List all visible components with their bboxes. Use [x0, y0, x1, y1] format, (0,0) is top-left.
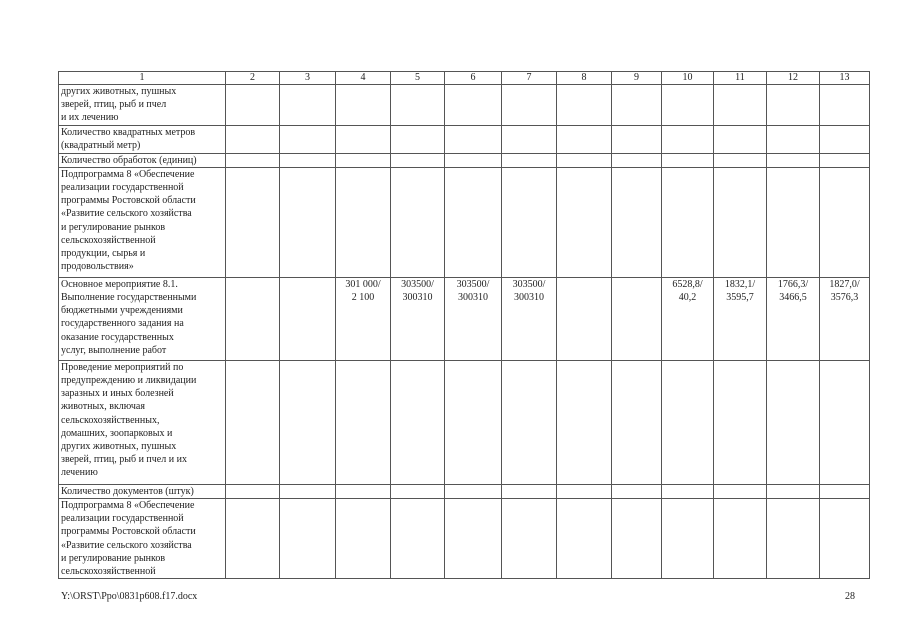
value-cell	[820, 125, 870, 153]
value-cell	[502, 85, 557, 126]
value-cell: 301 000/ 2 100	[336, 277, 391, 360]
value-cell	[612, 360, 662, 484]
value-cell	[662, 167, 714, 277]
table-row	[59, 85, 870, 126]
row-label-cell: Количество обработок (единиц)	[59, 153, 226, 167]
value-cell	[612, 125, 662, 153]
value-cell	[280, 85, 336, 126]
value-cell	[820, 360, 870, 484]
value-cell	[391, 167, 445, 277]
document-table	[58, 71, 870, 579]
value-cell	[226, 85, 280, 126]
value-cell	[502, 499, 557, 579]
column-header: 7	[502, 72, 557, 85]
value-cell	[502, 360, 557, 484]
value-cell: 1766,3/ 3466,5	[767, 277, 820, 360]
value-cell	[391, 360, 445, 484]
value-cell	[336, 360, 391, 484]
file-path: Y:\ORST\Ppo\0831p608.f17.docx	[61, 591, 198, 602]
value-cell	[714, 125, 767, 153]
value-cell	[445, 167, 502, 277]
column-header: 10	[662, 72, 714, 85]
value-cell	[445, 484, 502, 498]
column-header: 4	[336, 72, 391, 85]
value-cell	[557, 153, 612, 167]
column-header: 2	[226, 72, 280, 85]
value-cell	[336, 85, 391, 126]
value-cell	[226, 484, 280, 498]
value-cell	[226, 125, 280, 153]
value-cell	[662, 85, 714, 126]
value-cell	[336, 167, 391, 277]
value-cell	[557, 167, 612, 277]
value-cell	[445, 153, 502, 167]
value-cell	[714, 85, 767, 126]
value-cell	[336, 153, 391, 167]
value-cell	[280, 499, 336, 579]
column-header: 5	[391, 72, 445, 85]
value-cell: 1832,1/ 3595,7	[714, 277, 767, 360]
value-cell	[662, 153, 714, 167]
value-cell	[502, 153, 557, 167]
value-cell	[612, 277, 662, 360]
value-cell	[767, 85, 820, 126]
value-cell	[662, 484, 714, 498]
table-row	[59, 484, 870, 498]
value-cell	[280, 277, 336, 360]
value-cell	[767, 167, 820, 277]
value-cell	[336, 125, 391, 153]
value-cell	[280, 153, 336, 167]
column-header: 13	[820, 72, 870, 85]
value-cell	[557, 499, 612, 579]
column-header: 1	[59, 72, 226, 85]
value-cell	[714, 153, 767, 167]
value-cell	[557, 484, 612, 498]
value-cell	[391, 125, 445, 153]
value-cell	[280, 125, 336, 153]
row-label-cell: других животных, пушных зверей, птиц, рыб и пчел и их лечению	[59, 85, 226, 126]
value-cell: 6528,8/ 40,2	[662, 277, 714, 360]
table-row	[59, 277, 870, 360]
value-cell	[557, 277, 612, 360]
row-label-cell: Проведение мероприятий по предупреждению и ликвидации заразных и иных болезней животных, включая сельскохозяйственных, домашних, зоопарковых и других животных, пушных зверей, птиц, рыб и пчел и их лечению	[59, 360, 226, 484]
row-label-cell: Подпрограмма 8 «Обеспечение реализации государственной программы Ростовской области «Развитие сельского хозяйства и регулирование рынков сельскохозяйственной	[59, 499, 226, 579]
value-cell	[714, 360, 767, 484]
column-header: 9	[612, 72, 662, 85]
value-cell	[820, 153, 870, 167]
value-cell	[612, 153, 662, 167]
value-cell	[612, 484, 662, 498]
value-cell	[391, 85, 445, 126]
header-row	[59, 72, 870, 85]
value-cell	[391, 484, 445, 498]
value-cell	[445, 360, 502, 484]
row-label-cell: Количество документов (штук)	[59, 484, 226, 498]
column-header: 8	[557, 72, 612, 85]
value-cell: 303500/ 300310	[391, 277, 445, 360]
value-cell	[391, 153, 445, 167]
value-cell	[391, 499, 445, 579]
value-cell	[502, 167, 557, 277]
value-cell	[820, 167, 870, 277]
value-cell	[226, 360, 280, 484]
value-cell	[226, 499, 280, 579]
value-cell	[226, 153, 280, 167]
value-cell	[714, 499, 767, 579]
value-cell	[336, 484, 391, 498]
value-cell	[612, 499, 662, 579]
row-label-cell: Количество квадратных метров (квадратный метр)	[59, 125, 226, 153]
column-header: 11	[714, 72, 767, 85]
value-cell	[662, 499, 714, 579]
value-cell: 1827,0/ 3576,3	[820, 277, 870, 360]
value-cell	[502, 125, 557, 153]
value-cell	[662, 125, 714, 153]
value-cell	[714, 484, 767, 498]
page-number: 28	[845, 591, 855, 602]
value-cell	[714, 167, 767, 277]
value-cell	[767, 125, 820, 153]
value-cell	[820, 499, 870, 579]
value-cell	[336, 499, 391, 579]
table-row	[59, 499, 870, 579]
column-header: 12	[767, 72, 820, 85]
value-cell	[557, 85, 612, 126]
value-cell	[557, 125, 612, 153]
table-row	[59, 167, 870, 277]
value-cell	[612, 85, 662, 126]
value-cell	[280, 484, 336, 498]
value-cell	[767, 499, 820, 579]
value-cell	[820, 484, 870, 498]
value-cell	[280, 360, 336, 484]
value-cell	[502, 484, 557, 498]
column-header: 3	[280, 72, 336, 85]
row-label-cell: Основное мероприятие 8.1. Выполнение государственными бюджетными учреждениями государственного задания на оказание государственных услуг, выполнение работ	[59, 277, 226, 360]
value-cell	[226, 167, 280, 277]
value-cell	[445, 499, 502, 579]
value-cell	[767, 484, 820, 498]
value-cell: 303500/ 300310	[502, 277, 557, 360]
value-cell	[445, 85, 502, 126]
value-cell	[445, 125, 502, 153]
value-cell	[767, 153, 820, 167]
value-cell: 303500/ 300310	[445, 277, 502, 360]
row-label-cell: Подпрограмма 8 «Обеспечение реализации государственной программы Ростовской области «Развитие сельского хозяйства и регулирование рынков сельскохозяйственной продукции, сырья и продовольствия»	[59, 167, 226, 277]
table-row	[59, 153, 870, 167]
table-row	[59, 360, 870, 484]
column-header: 6	[445, 72, 502, 85]
value-cell	[280, 167, 336, 277]
value-cell	[557, 360, 612, 484]
value-cell	[612, 167, 662, 277]
value-cell	[820, 85, 870, 126]
table-row	[59, 125, 870, 153]
value-cell	[226, 277, 280, 360]
value-cell	[662, 360, 714, 484]
value-cell	[767, 360, 820, 484]
